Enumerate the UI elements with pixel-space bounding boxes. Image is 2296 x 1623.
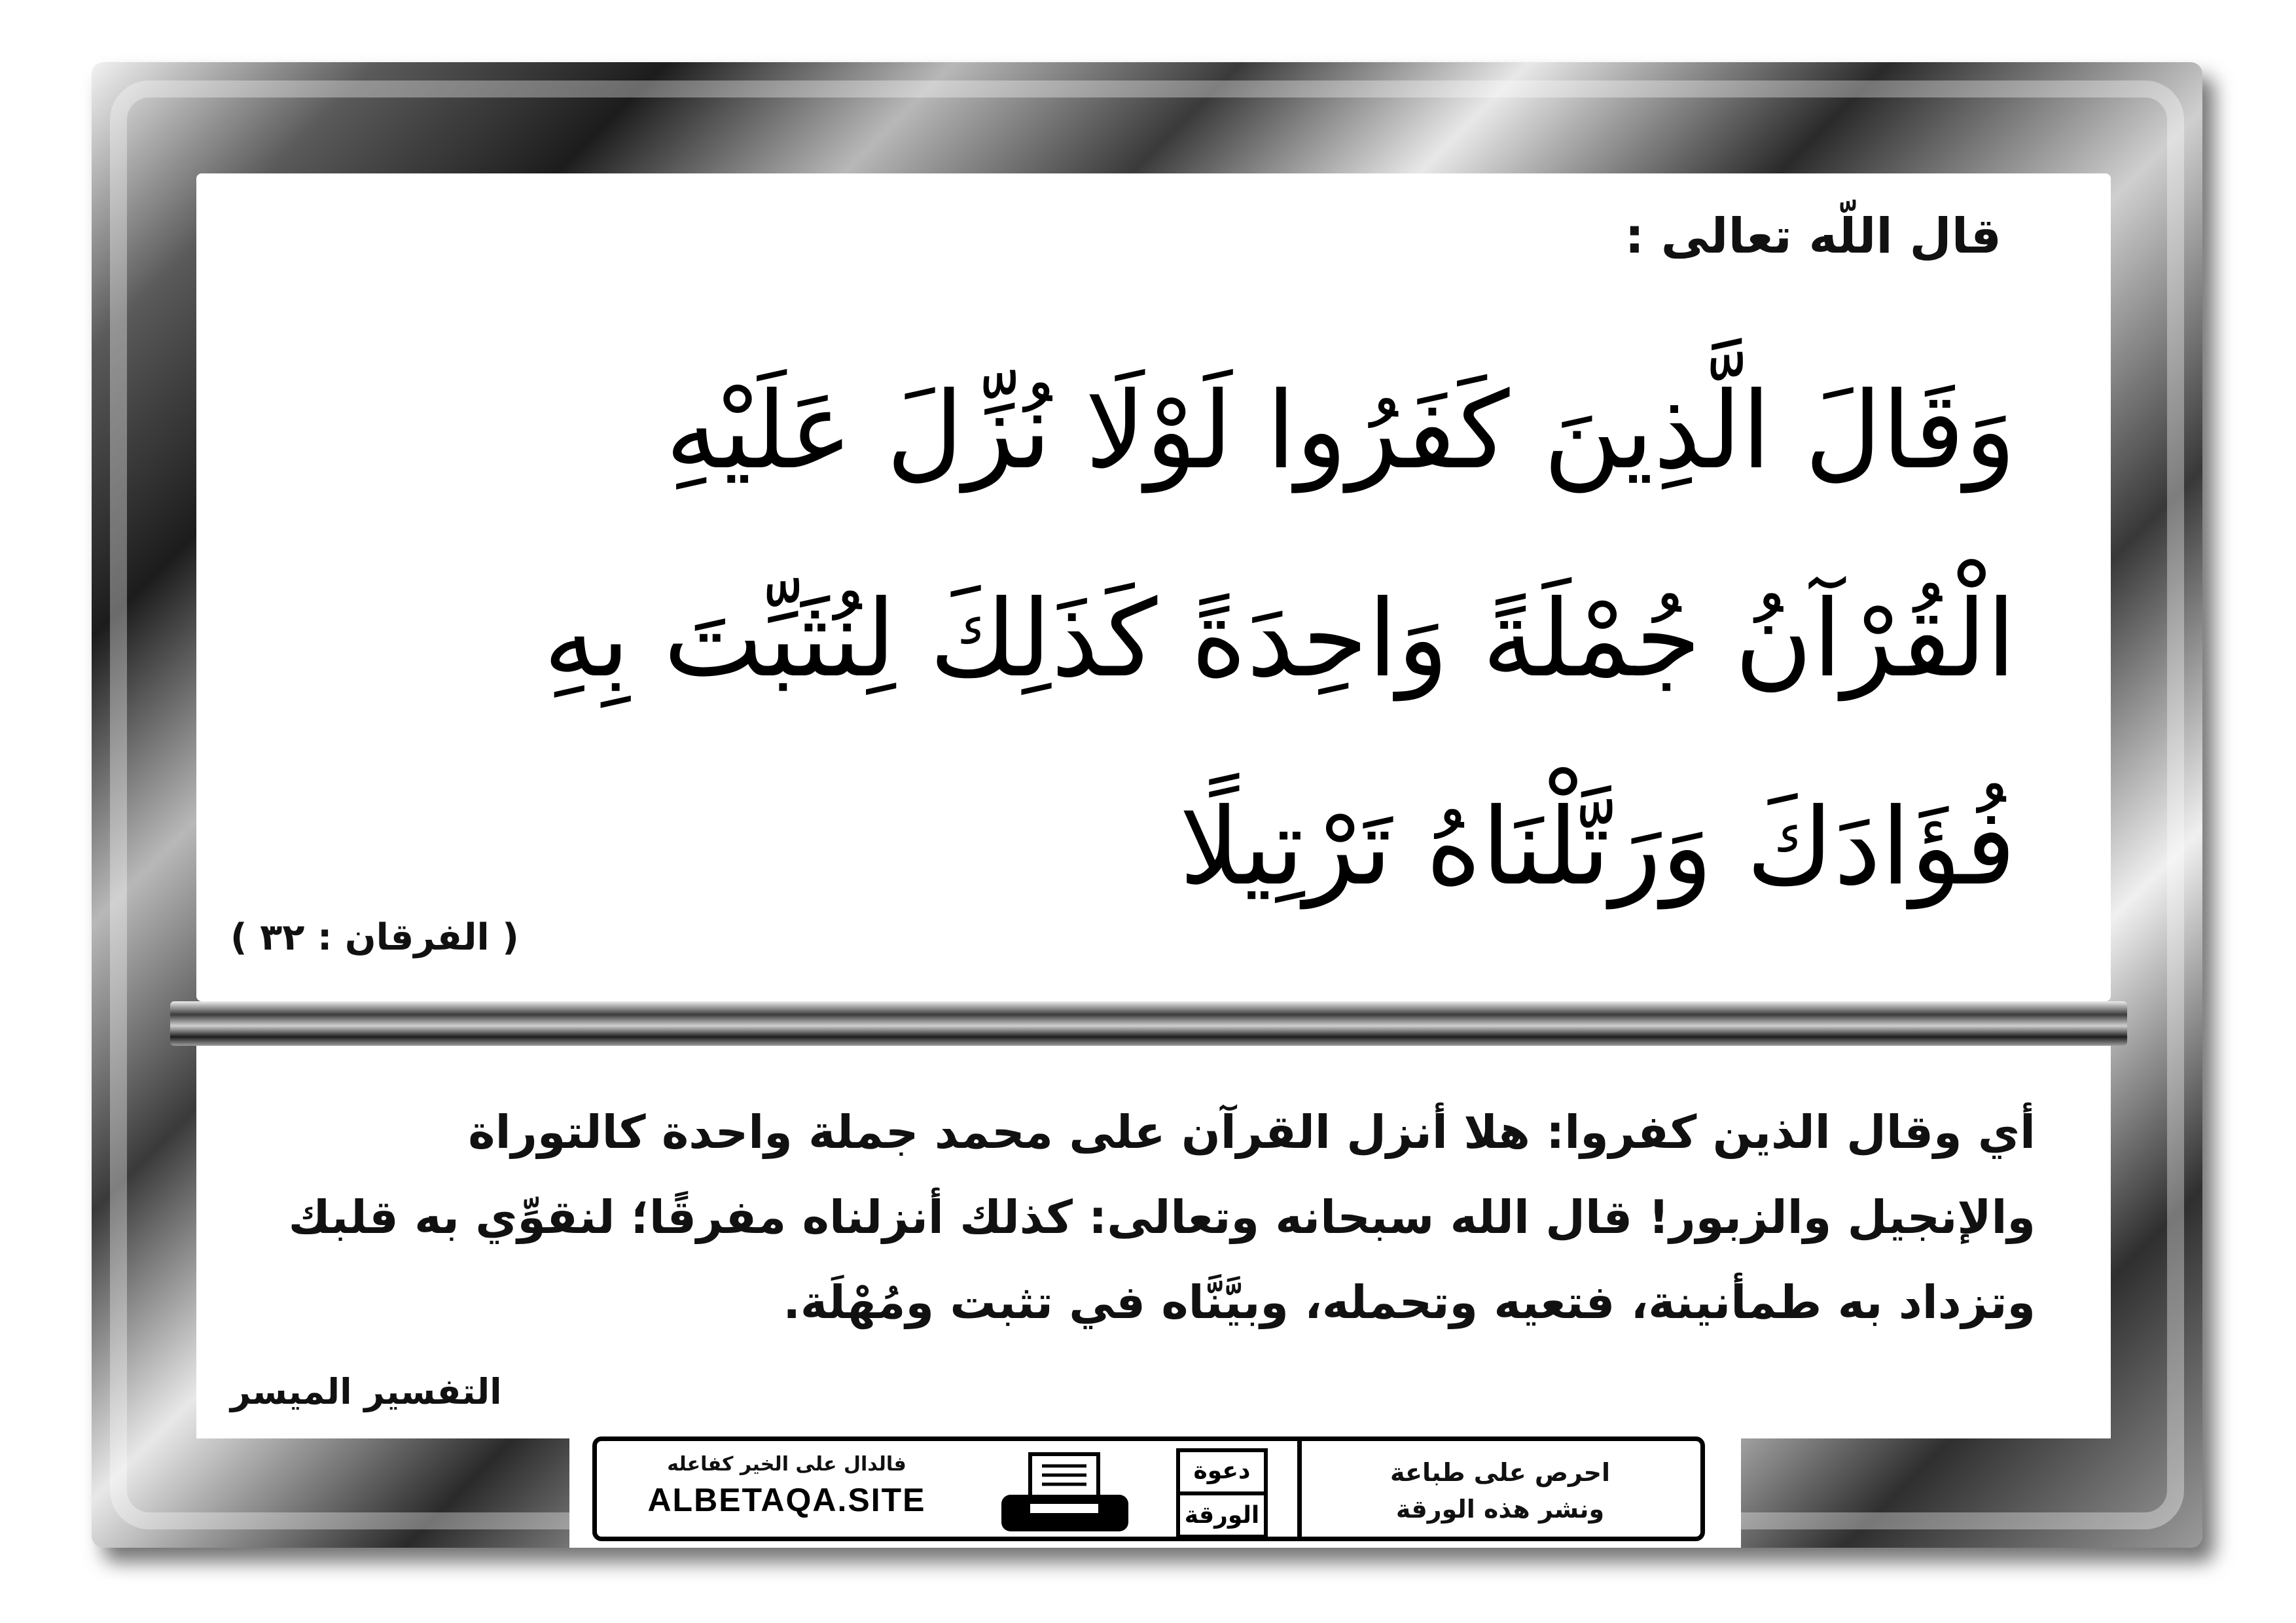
tafsir-line: أي وقال الذين كفروا: هلا أنزل القرآن على محمد جملة واحدة كالتوراة: [468, 1105, 2036, 1159]
quran-verse: [223, 327, 2016, 952]
cta-line: ونشر هذه الورقة: [1395, 1495, 1605, 1524]
footer-separator: [1297, 1441, 1302, 1537]
verse-reference: ( الفرقان : ٣٢ ): [230, 916, 519, 959]
verse-line: الْقُرْآنُ جُمْلَةً وَاحِدَةً كَذَلِكَ لِنُثَبِّتَ بِهِ: [543, 578, 2016, 701]
footer-banner: [592, 1436, 1705, 1541]
site-link[interactable]: ALBETAQA.SITE: [647, 1482, 926, 1518]
verse-line: فُؤَادَكَ وَرَتَّلْنَاهُ تَرْتِيلًا: [1179, 786, 2016, 909]
tafsir-source: التفسير الميسر: [230, 1371, 502, 1412]
frame-divider: [170, 1001, 2127, 1046]
tafsir-line: وتزداد به طمأنينة، فتعيه وتحمله، وبيَّنَّاه في تثبت ومُهْلَة.: [783, 1275, 2036, 1329]
footer-slogan: فالدال على الخير كفاعله: [667, 1453, 906, 1476]
logo-text-top: دعوة: [1193, 1457, 1251, 1484]
verse-line: وَقَالَ الَّذِينَ كَفَرُوا لَوْلَا نُزِّلَ عَلَيْهِ: [665, 370, 2016, 493]
tafsir-text: [255, 1090, 2036, 1345]
tafsir-line: والإنجيل والزبور! قال الله سبحانه وتعالى: كذلك أنزلناه مفرقًا؛ لنقوِّي به قلبك: [288, 1190, 2036, 1244]
footer-call-to-action: [1330, 1454, 1670, 1527]
calligraphy-logo: [1173, 1445, 1271, 1542]
verse-heading: قال اللّه تعالى :: [1624, 208, 2001, 264]
footer-site-block: [623, 1453, 950, 1519]
cta-line: احرص على طباعة: [1390, 1458, 1611, 1487]
printer-icon: [996, 1452, 1134, 1537]
logo-text-bottom: الورقة: [1184, 1502, 1260, 1529]
